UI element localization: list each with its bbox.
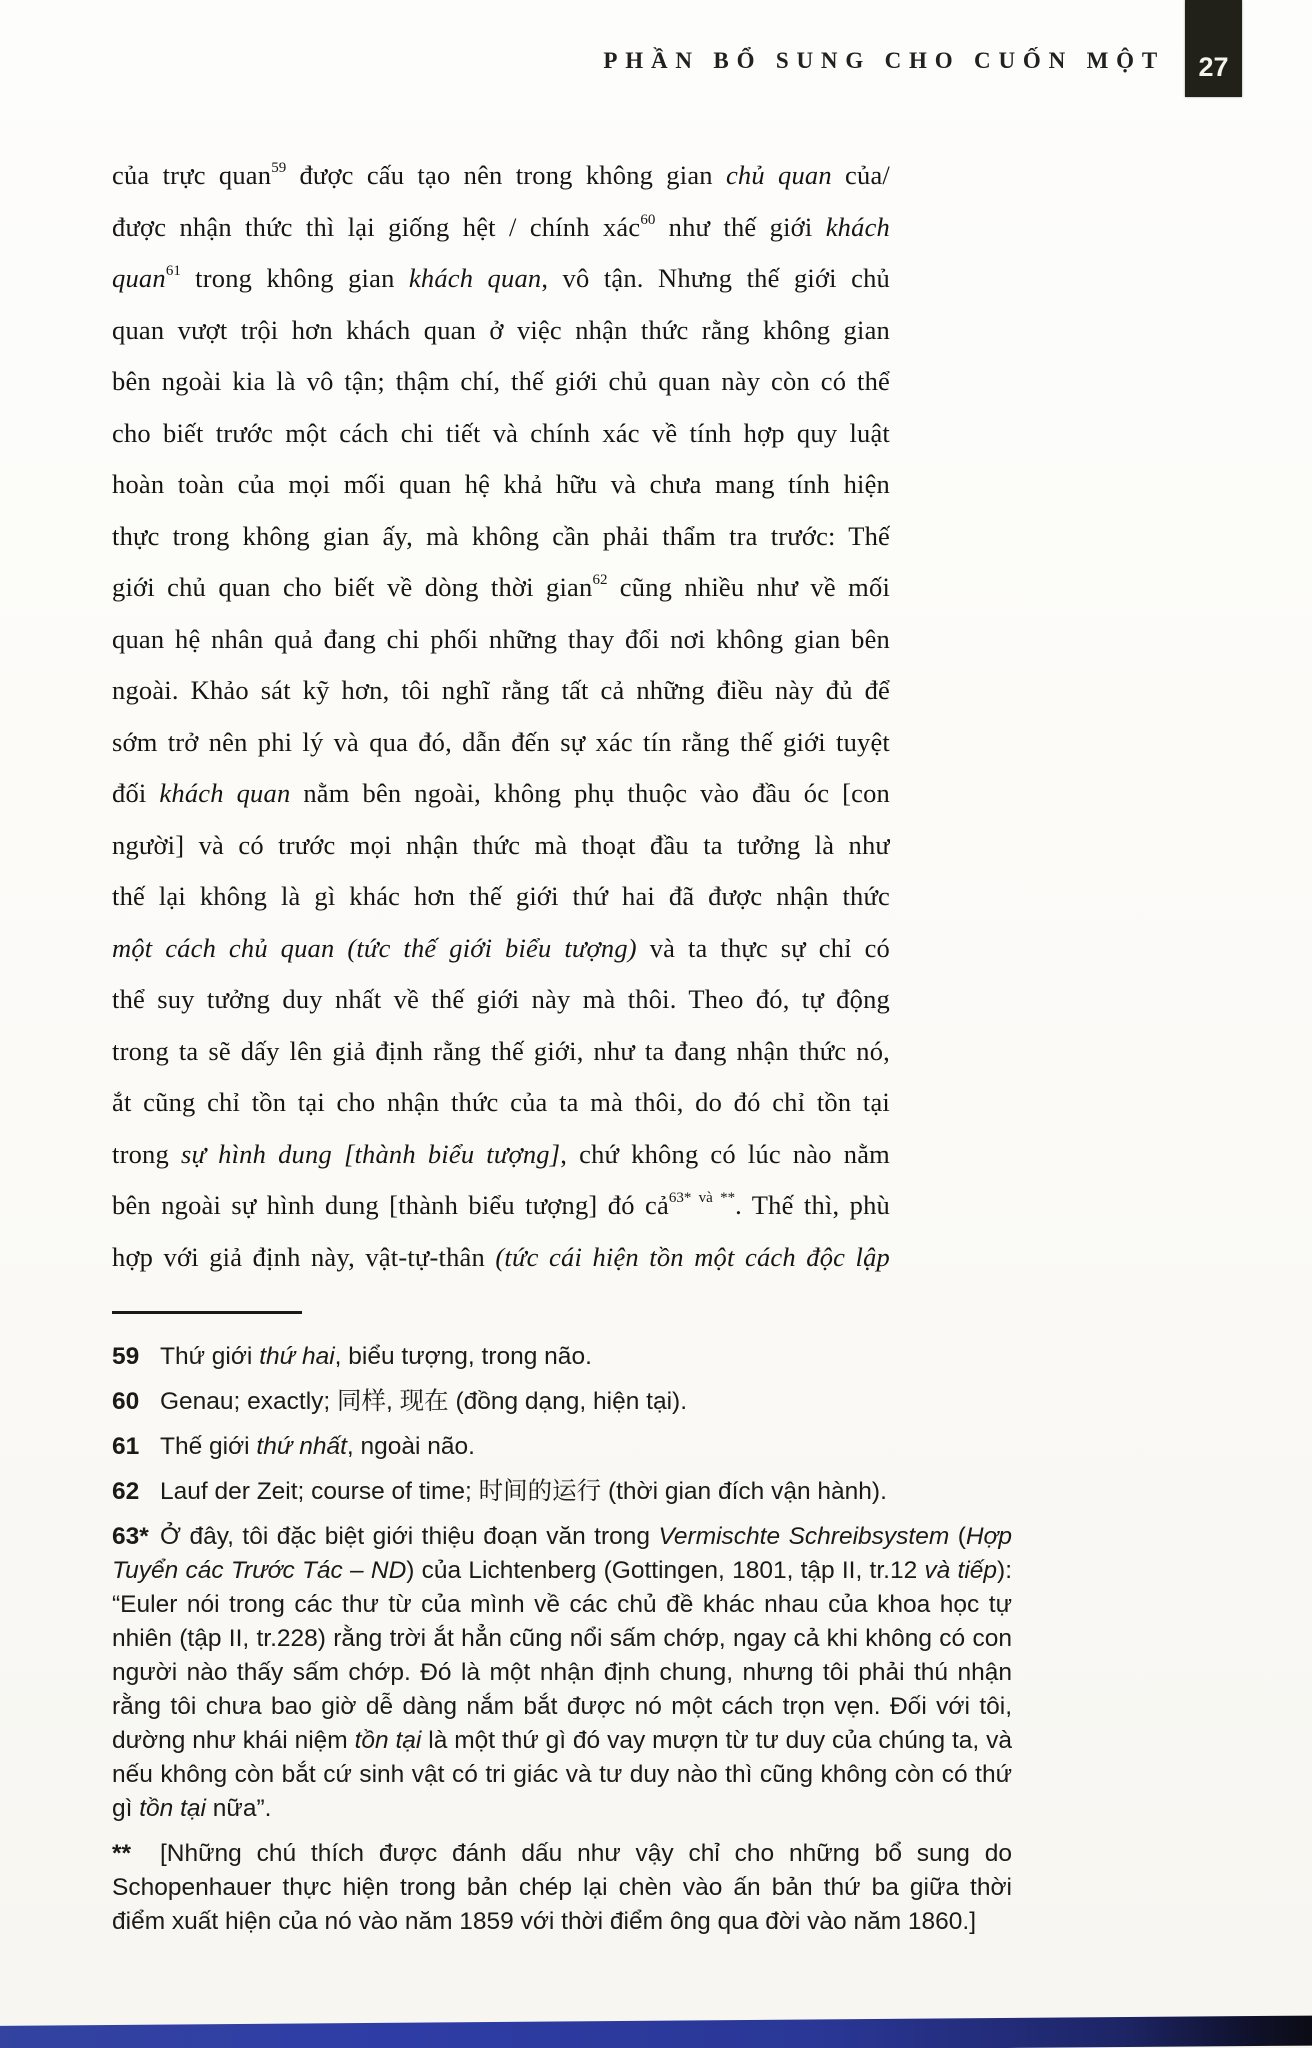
- footnote-marker: 60: [112, 1388, 140, 1415]
- text-segment: giới chủ quan cho biết về dòng thời gian: [112, 572, 593, 602]
- footnote: [112, 1385, 1012, 1419]
- text-segment: chủ quan: [725, 160, 832, 190]
- text-segment: Vermischte Schreibsystem: [658, 1523, 950, 1550]
- text-segment: (: [949, 1523, 966, 1550]
- body-line: [112, 150, 890, 202]
- footnote-reference: 63* và **: [668, 1190, 736, 1206]
- text-segment: một cách chủ quan (tức thế giới biểu tượng): [112, 932, 637, 963]
- text-segment: ắt cũng chỉ tồn tại cho nhận thức của ta mà thôi, do đó chỉ tồn tại: [112, 1087, 890, 1117]
- text-segment: của/: [831, 160, 890, 190]
- text-segment: Genau; exactly; 同样, 现在 (đồng dạng, hiện tại).: [160, 1388, 688, 1415]
- footnote-reference: 62: [592, 572, 608, 588]
- body-line: [112, 974, 890, 1026]
- footnote: [112, 1837, 1012, 1939]
- body-line: [112, 459, 890, 511]
- text-segment: , chứ không có lúc nào nằm: [560, 1138, 890, 1169]
- text-segment: hoàn toàn của mọi mối quan hệ khả hữu và chưa mang tính hiện: [112, 469, 890, 499]
- text-segment: cho biết trước một cách chi tiết và chính xác về tính hợp quy luật: [112, 417, 890, 448]
- body-line: [112, 871, 890, 923]
- text-segment: sớm trở nên phi lý và qua đó, dẫn đến sự xác tín rằng thế giới tuyệt: [112, 726, 890, 757]
- text-segment: thứ nhất: [256, 1433, 347, 1460]
- text-segment: sự hình dung [thành biểu tượng]: [180, 1138, 561, 1169]
- text-segment: ): “Euler nói trong các thư từ của mình về các chủ đề khác nhau của khoa học tự nhiên (tập II, tr.228) rằng trời ắt hẳn cũng nổi sấm chớp, ngay cả khi không có con người nào thấy sấm chớp. Đó là một nhận định chung, nhưng tôi phải thú nhận rằng tôi chưa bao giờ dễ dàng nắm bắt được nó một cách trọn vẹn. Đối với tôi, dường như khái niệm: [112, 1557, 1012, 1754]
- footnote-reference: 60: [640, 211, 656, 228]
- body-line: [112, 820, 890, 872]
- text-segment: và tiếp: [924, 1557, 998, 1584]
- book-cover-edge: [0, 2016, 1312, 2048]
- body-line: [112, 1180, 890, 1232]
- text-segment: tồn tại: [354, 1727, 422, 1754]
- body-line: [112, 665, 890, 717]
- text-segment: Hợp Tuyển các Trước Tác – ND: [112, 1523, 1012, 1584]
- footnote-marker: 61: [112, 1433, 140, 1460]
- text-segment: khách quan: [408, 263, 542, 293]
- body-line: [112, 923, 890, 975]
- body-line: [112, 1232, 890, 1284]
- text-segment: Thứ giới: [160, 1343, 260, 1370]
- text-segment: là một thứ gì đó vay mượn từ tư duy của chúng ta, và nếu không còn bắt cứ sinh vật có tri giác và tư duy nào thì cũng không còn có thứ gì: [112, 1727, 1012, 1822]
- running-header-title: PHẦN BỔ SUNG CHO CUỐN MỘT: [603, 48, 1165, 73]
- text-segment: khách quan: [159, 778, 291, 808]
- text-segment: quan vượt trội hơn khách quan ở việc nhận thức rằng không gian: [112, 314, 890, 345]
- body-line: [112, 253, 890, 305]
- text-segment: quan hệ nhân quả đang chi phối những thay đổi nơi không gian bên: [112, 623, 890, 654]
- text-segment: thế lại không là gì khác hơn thế giới thứ hai đã được nhận thức: [112, 881, 890, 911]
- text-segment: ) của Lichtenberg (Gottingen, 1801, tập II, tr.12: [406, 1557, 925, 1584]
- text-segment: , ngoài não.: [346, 1433, 475, 1460]
- footnote: [112, 1340, 1012, 1374]
- footnote-reference: 61: [165, 263, 181, 279]
- text-segment: [Những chú thích được đánh dấu như vậy chỉ cho những bổ sung do Schopenhauer thực hiện trong bản chép lại chèn vào ấn bản thứ ba giữa thời điểm xuất hiện của nó vào năm 1859 với thời điểm ông qua đời vào năm 1860.]: [112, 1840, 1012, 1935]
- text-segment: thể suy tưởng duy nhất về thế giới này mà thôi. Theo đó, tự động: [112, 984, 890, 1014]
- body-line: [112, 202, 890, 254]
- text-segment: đối: [112, 778, 160, 808]
- body-line: [112, 614, 890, 666]
- text-segment: thực trong không gian ấy, mà không cần phải thẩm tra trước: Thế: [112, 520, 890, 551]
- text-segment: quan: [112, 263, 166, 293]
- text-segment: tồn tại: [139, 1795, 206, 1822]
- text-segment: ngoài. Khảo sát kỹ hơn, tôi nghĩ rằng tất cả những điều này đủ để: [112, 675, 890, 705]
- body-text: [112, 150, 890, 1283]
- text-segment: nằm bên ngoài, không phụ thuộc vào đầu óc [con: [290, 778, 890, 808]
- footnote-separator: [112, 1311, 302, 1314]
- page-number-badge: [1185, 0, 1242, 97]
- text-segment: được nhận thức thì lại giống hệt / chính xác: [112, 211, 641, 242]
- text-segment: trong không gian: [180, 263, 409, 293]
- text-segment: Ở đây, tôi đặc biệt giới thiệu đoạn văn trong: [160, 1523, 659, 1550]
- body-line: [112, 305, 890, 357]
- text-segment: trong: [112, 1138, 181, 1169]
- text-segment: của trực quan: [112, 160, 272, 190]
- footnote-marker: 63*: [112, 1523, 149, 1550]
- text-segment: cũng nhiều như về mối: [607, 572, 890, 602]
- text-segment: được cấu tạo nên trong không gian: [286, 160, 726, 190]
- footnote: [112, 1430, 1012, 1464]
- text-segment: trong ta sẽ dấy lên giả định rằng thế giới, như ta đang nhận thức nó,: [112, 1035, 890, 1066]
- footnote-marker: 62: [112, 1478, 140, 1505]
- text-segment: Lauf der Zeit; course of time; 时间的运行 (thời gian đích vận hành).: [160, 1478, 887, 1505]
- text-segment: khách: [825, 211, 890, 242]
- text-segment: và ta thực sự chỉ có: [636, 932, 890, 963]
- footnote: [112, 1475, 1012, 1509]
- text-segment: thứ hai: [259, 1343, 335, 1370]
- body-line: [112, 717, 890, 769]
- body-line: [112, 1026, 890, 1078]
- footnote-marker: **: [112, 1840, 132, 1867]
- text-segment: . Thế thì, phù: [735, 1190, 890, 1220]
- body-line: [112, 1077, 890, 1129]
- text-segment: , biểu tượng, trong não.: [334, 1343, 592, 1370]
- body-line: [112, 562, 890, 614]
- text-segment: , vô tận. Nhưng thế giới chủ: [541, 263, 890, 293]
- text-segment: như thế giới: [655, 211, 826, 242]
- text-segment: bên ngoài sự hình dung [thành biểu tượng] đó cả: [112, 1190, 669, 1220]
- page-number: 27: [1198, 52, 1229, 82]
- body-line: [112, 356, 890, 408]
- text-segment: người] và có trước mọi nhận thức mà thoạt đầu ta tưởng là như: [112, 829, 890, 860]
- body-line: [112, 511, 890, 563]
- text-segment: (tức cái hiện tồn một cách độc lập: [495, 1241, 890, 1272]
- text-segment: hợp với giả định này, vật-tự-thân: [112, 1241, 496, 1272]
- body-line: [112, 408, 890, 460]
- footnotes-section: [112, 1340, 1012, 1950]
- text-segment: Thế giới: [160, 1433, 257, 1460]
- body-line: [112, 1129, 890, 1181]
- text-segment: nữa”.: [206, 1795, 272, 1822]
- body-line: [112, 768, 890, 820]
- footnote-marker: 59: [112, 1343, 140, 1370]
- footnote-reference: 59: [271, 160, 287, 176]
- footnote: [112, 1520, 1012, 1826]
- text-segment: bên ngoài kia là vô tận; thậm chí, thế giới chủ quan này còn có thể: [112, 366, 890, 396]
